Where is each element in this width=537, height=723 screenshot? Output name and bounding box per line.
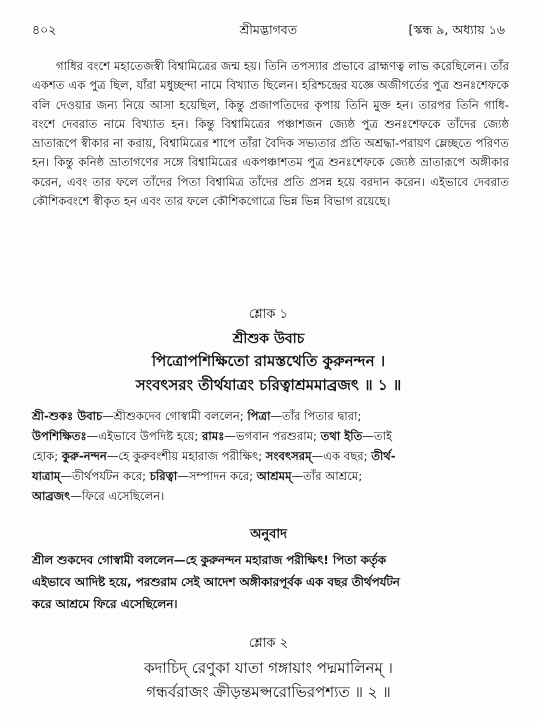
synonym-term: সংবৎসরম্ [265, 449, 312, 463]
synonym-gloss: —ভগবান পরশুরাম; [224, 429, 321, 443]
synonyms-line [32, 448, 509, 467]
translation-line: এইভাবে আদিষ্ট হয়ে, পরশুরাম সেই আদেশ অঙ্গীকারপূর্বক এক বছর তীর্থপর্যটন [32, 575, 400, 589]
synonym-term: কুরু-নন্দন [61, 449, 107, 463]
synonym-gloss: —শ্রীশুকদেব গোস্বামী বললেন; [102, 409, 248, 423]
synonym-term: চরিত্বা [149, 469, 178, 483]
synonym-term: তীর্থ- [371, 449, 396, 463]
synonym-gloss: —তাঁর পিতার দ্বারা; [270, 409, 362, 423]
synonym-gloss: —ফিরে এসেছিলেন। [70, 489, 165, 503]
translation-line: শ্রীল শুকদেব গোস্বামী বললেন—হে কুরুনন্দন মহারাজ পরীক্ষিৎ! পিতা কর্তৃক [32, 553, 386, 567]
intro-line: ছিলেন। হরিশ্চন্দ্রের যজ্ঞে অজীগর্তের পুত্র শুনঃশেফকে বলি দেওয়ার জন্য নিয়ে [32, 78, 509, 112]
synonym-gloss: হোক; [32, 449, 62, 463]
synonym-term: পিত্রা [247, 409, 271, 423]
synonym-gloss: —এক বছর; [311, 449, 372, 463]
intro-paragraph [32, 57, 509, 211]
intro-line: বরদান করেন। এইভাবে দেবরাত কৌশিকবংশে স্বীকৃত হন এবং তার ফলে [32, 174, 510, 209]
intro-line: বৈদিক সভ্যতার প্রতি অশ্রদ্ধা-পরায়ণ ম্লেচ্ছতে পরিণত হন। কিন্তু কনিষ্ঠ [32, 136, 509, 170]
synonym-term: উপশিক্ষিতঃ [32, 429, 87, 443]
synonym-term: রামঃ [202, 429, 225, 443]
synonyms-line [32, 408, 509, 427]
intro-line: কৌশিকগোত্রে ভিন্ন ভিন্ন বিভাগ রয়েছে। [212, 194, 391, 209]
synonym-gloss: —হে কুরুবংশীয় মহারাজ পরীক্ষিৎ; [106, 449, 266, 463]
synonym-term: উবাচ [73, 409, 103, 423]
verse-2-line-2: গন্ধর্বরাজং ক্রীড়ন্তমপ্সরোভিরপশ্যত ॥ ২ ॥ [146, 683, 391, 701]
synonym-gloss: —তাই [362, 429, 392, 443]
verse-1-label: শ্লোক ১ [248, 307, 289, 322]
synonym-term: আব্রজৎ [32, 489, 71, 503]
intro-line: অঙ্গীকার করেন, এবং তার ফলে তাঁদের পিতা বিশ্বামিত্র তাঁদের প্রতি প্রসন্ন হয়ে [32, 155, 510, 189]
verse-2-label: শ্লোক ২ [248, 636, 289, 651]
intro-line: আসা হয়েছিল, কিন্তু প্রজাপতিদের কৃপায় তিনি মুক্ত হন। তারপর তিনি গাধি- [149, 97, 509, 112]
synonym-gloss: —সম্পাদন করে; [177, 469, 257, 483]
synonyms-line [32, 428, 509, 447]
translation-line: করে আশ্রমে ফিরে এসেছিলেন। [32, 597, 178, 611]
page-number: ৪০২ [32, 22, 57, 37]
verse-1-line-1: পিত্রোপশিক্ষিতো রামস্তথেতি কুরুনন্দন । [151, 352, 386, 370]
synonym-gloss: —তীর্থপর্যটন করে; [60, 469, 150, 483]
running-title: শ্রীমদ্ভাগবত [239, 22, 298, 37]
translation-heading: অনুবাদ [250, 527, 287, 542]
synonyms-line [32, 468, 509, 487]
synonym-term: তথা ইতি [320, 429, 363, 443]
synonym-gloss: —এইভাবে উপদিষ্ট হয়ে; [86, 429, 203, 443]
intro-line: বংশে দেবরাত নামে বিখ্যাত হন। কিন্তু বিশ্বামিত্রের পঞ্চাশজন জ্যেষ্ঠ পুত্র [32, 116, 379, 131]
verse-2-line-1: কদাচিদ্‌ রেণুকা যাতা গঙ্গায়াং পদ্মমালিনম্‌ । [144, 659, 393, 677]
intro-line: ভ্রাতাগণের সঙ্গে বিশ্বামিত্রের একপঞ্চাশতম পুত্র শুনঃশেফকে জ্যেষ্ঠ ভ্রাতারূপে [109, 155, 466, 170]
synonym-gloss: —তাঁর আশ্রমে; [291, 469, 363, 483]
verse-1-line-2: সংবৎসরং তীর্থযাত্রং চরিত্বাশ্রমমাব্রজৎ ॥ ১ ॥ [135, 376, 402, 394]
intro-line: লাভ করেছিলেন। তাঁর একশত এক পুত্র ছিল, যাঁরা মধুচ্ছন্দা নামে বিখ্যাত [32, 59, 509, 93]
chapter-reference: [স্কন্ধ ৯, অধ্যায় ১৬ [408, 22, 505, 37]
synonym-term: শ্রী-শুকঃ [32, 409, 74, 423]
synonym-term: আশ্রমম্ [256, 469, 292, 483]
intro-line: গাধির বংশে মহাতেজস্বী বিশ্বামিত্রের জন্ম হয়। তিনি তপস্যার প্রভাবে ব্রাহ্মণত্ব [56, 59, 405, 73]
page-header [32, 22, 505, 42]
synonyms-line [32, 488, 509, 507]
synonym-term: যাত্রাম্ [32, 469, 61, 483]
intro-line: শুনঃশেফকে তাঁদের জ্যেষ্ঠ ভ্রাতারূপে স্বীকার না করায়, বিশ্বামিত্রের শাপে তাঁরা [32, 116, 509, 151]
verse-1-speaker: শ্রীশুক উবাচ [232, 331, 305, 347]
